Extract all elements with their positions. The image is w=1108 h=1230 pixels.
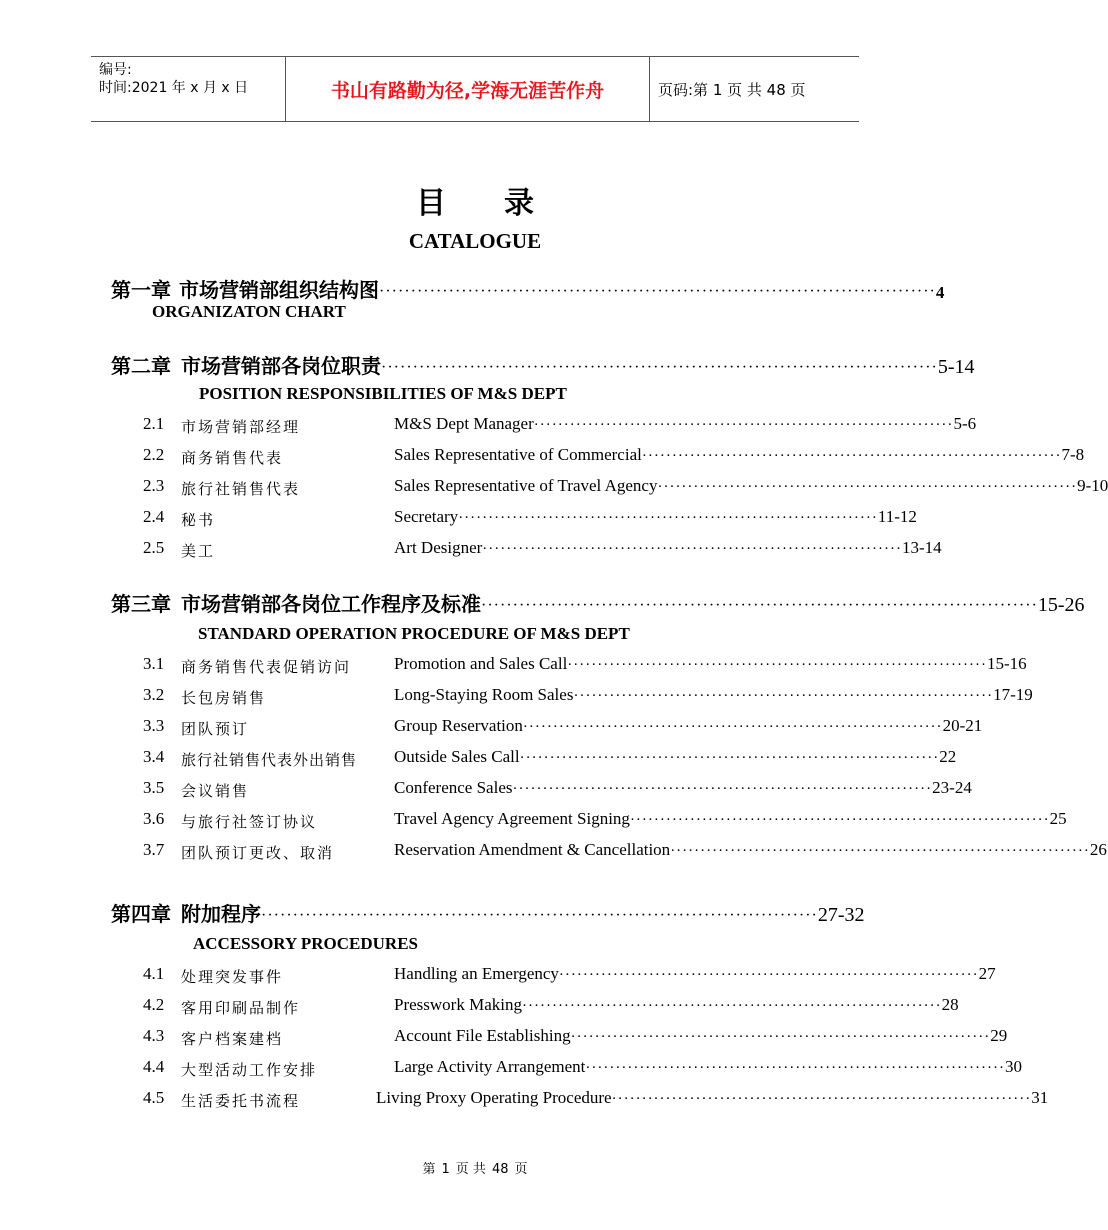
footer-middle: 页 共 [455,1162,486,1177]
dot-leader: ························································································ [381,359,938,376]
chapter-4-en-title: ACCESSORY PROCEDURES [193,934,419,953]
item-title-en-row [394,445,1085,467]
item-title-en-row [394,809,1067,831]
item-title-cn: 会议销售 [181,782,250,800]
item-title-en: M&S Dept Manager [394,414,534,433]
item-title-en: Handling an Emergency [394,964,559,983]
dot-leader: ························································································ [481,597,1038,614]
chapter-pages: 5-14 [937,356,975,378]
chapter-2-entry[interactable] [111,350,975,379]
chapter-title: 附加程序 [181,902,261,926]
item-title-en: Reservation Amendment & Cancellation [394,840,671,859]
item-title-en: Travel Agency Agreement Signing [394,809,630,828]
item-title-cn: 旅行社销售代表 [181,480,301,498]
item-title-en-row [376,1088,1049,1110]
chapter-1-en-title: ORGANIZATON CHART [152,302,346,321]
item-pages: 15-16 [986,654,1027,673]
chapter-pages: 27-32 [817,904,865,926]
item-pages: 28 [941,995,959,1014]
item-title-en-row [394,840,1107,862]
dot-leader: ······································································ [670,843,1090,859]
item-number: 3.4 [143,747,165,766]
item-pages: 26 [1089,840,1107,859]
item-number: 2.3 [143,476,165,495]
item-title-cn: 生活委托书流程 [181,1092,301,1110]
chapter-1-entry[interactable] [111,274,945,303]
dot-leader: ······································································ [585,1060,1006,1076]
item-number: 2.1 [143,414,165,433]
item-number: 2.5 [143,538,165,557]
item-pages: 7-8 [1061,445,1085,464]
item-title-en-row [394,995,959,1017]
item-number: 4.5 [143,1088,165,1107]
item-title-cn: 商务销售代表促销访问 [181,658,352,676]
chapter-4-entry[interactable] [111,898,865,927]
item-title-cn: 团队预订更改、取消 [181,844,335,862]
item-title-en-row [394,654,1027,676]
item-pages: 27 [978,964,996,983]
footer-page-number: 1 [441,1162,450,1177]
item-number: 2.4 [143,507,165,526]
chapter-title: 市场营销部各岗位工作程序及标准 [181,592,481,616]
dot-leader: ······································································ [519,750,940,766]
item-title-en-row [394,685,1033,707]
item-title-cn: 客用印刷品制作 [181,999,301,1017]
item-number: 3.7 [143,840,165,859]
header-motto: 书山有路勤为径,学海无涯苦作舟 [286,57,650,121]
item-number: 4.1 [143,964,165,983]
dot-leader: ······································································ [573,688,994,704]
item-title-cn: 市场营销部经理 [181,418,301,436]
item-title-cn: 长包房销售 [181,689,267,707]
dot-leader: ······································································ [611,1091,1032,1107]
header-meta [91,57,286,121]
item-pages: 11-12 [877,507,917,526]
footer-prefix: 第 [422,1162,436,1177]
item-pages: 29 [990,1026,1008,1045]
item-number: 2.2 [143,445,165,464]
item-title-en: Presswork Making [394,995,522,1014]
dot-leader: ······································································ [567,657,987,673]
item-title-en: Secretary [394,507,459,526]
item-title-cn: 商务销售代表 [181,449,284,467]
item-title-en: Group Reservation [394,716,523,735]
item-pages: 31 [1031,1088,1049,1107]
chapter-number: 第三章 [111,592,171,616]
dot-leader: ······································································ [558,967,979,983]
item-title-en: Long-Staying Room Sales [394,685,574,704]
item-title-cn: 团队预订 [181,720,250,738]
item-pages: 17-19 [993,685,1033,704]
dot-leader: ······································································ [641,448,1062,464]
item-title-en: Art Designer [394,538,483,557]
item-title-cn: 美工 [181,542,216,560]
chapter-pages: 15-26 [1037,594,1085,616]
catalogue-title-cn: 目录 [416,186,592,221]
catalogue-title-en: CATALOGUE [408,229,542,253]
footer-suffix: 页 [514,1162,528,1177]
header-page-label: 页码:第 1 页 共 48 页 [658,80,806,99]
item-title-cn: 客户档案建档 [181,1030,284,1048]
item-number: 4.4 [143,1057,165,1076]
time-label: 时间:2021 年 x 月 x 日 [99,80,249,96]
chapter-3-entry[interactable] [111,588,1085,617]
item-title-en-row [394,414,977,436]
item-number: 3.3 [143,716,165,735]
item-title-en-row [394,716,983,738]
item-title-en: Conference Sales [394,778,513,797]
item-pages: 22 [939,747,957,766]
item-title-en: Outside Sales Call [394,747,520,766]
item-title-en-row [394,778,972,800]
number-label: 编号: [99,62,132,78]
item-title-en-row [394,964,996,986]
footer-total-pages: 48 [491,1162,509,1177]
dot-leader: ······································································ [521,998,942,1014]
item-number: 4.2 [143,995,165,1014]
item-title-en-row [394,1057,1023,1079]
item-pages: 13-14 [901,538,942,557]
item-title-en-row [394,747,957,769]
item-title-en: Large Activity Arrangement [394,1057,586,1076]
item-pages: 25 [1049,809,1067,828]
chapter-pages: 4 [935,283,945,302]
dot-leader: ························································································ [379,283,936,300]
dot-leader: ······································································ [512,781,933,797]
chapter-title: 市场营销部组织结构图 [179,278,379,302]
document-header [91,56,859,122]
chapter-number: 第四章 [111,902,171,926]
dot-leader: ······································································ [570,1029,991,1045]
chapter-title: 市场营销部各岗位职责 [181,354,381,378]
chapter-number: 第二章 [111,354,171,378]
item-pages: 30 [1005,1057,1023,1076]
item-pages: 9-10 [1077,476,1108,495]
dot-leader: ······································································ [482,541,902,557]
item-title-en-row [394,507,917,529]
item-title-en-row [394,476,1108,498]
dot-leader: ······································································ [629,812,1050,828]
item-number: 3.1 [143,654,165,673]
chapter-2-en-title: POSITION RESPONSIBILITIES OF M&S DEPT [199,384,567,403]
item-title-cn: 大型活动工作安排 [181,1061,318,1079]
item-pages: 5-6 [953,414,977,433]
item-title-en: Account File Establishing [394,1026,571,1045]
dot-leader: ······································································ [533,417,954,433]
item-number: 3.5 [143,778,165,797]
dot-leader: ······································································ [522,719,943,735]
dot-leader: ························································································ [261,907,818,924]
item-title-cn: 处理突发事件 [181,968,284,986]
chapter-number: 第一章 [111,278,171,302]
item-title-cn: 与旅行社签订协议 [181,813,318,831]
item-title-en: Living Proxy Operating Procedure [376,1088,612,1107]
item-number: 4.3 [143,1026,165,1045]
item-number: 3.2 [143,685,165,704]
dot-leader: ······································································ [657,479,1078,495]
chapter-3-en-title: STANDARD OPERATION PROCEDURE OF M&S DEPT [198,624,630,643]
dot-leader: ······································································ [458,510,878,526]
page-footer [0,1158,950,1177]
item-pages: 23-24 [932,778,972,797]
item-pages: 20-21 [942,716,983,735]
item-title-en: Promotion and Sales Call [394,654,568,673]
item-title-en-row [394,538,942,560]
item-title-en: Sales Representative of Commercial [394,445,642,464]
item-number: 3.6 [143,809,165,828]
item-title-en: Sales Representative of Travel Agency [394,476,658,495]
item-title-cn: 旅行社销售代表外出销售 [181,751,358,769]
item-title-cn: 秘书 [181,511,216,529]
item-title-en-row [394,1026,1008,1048]
